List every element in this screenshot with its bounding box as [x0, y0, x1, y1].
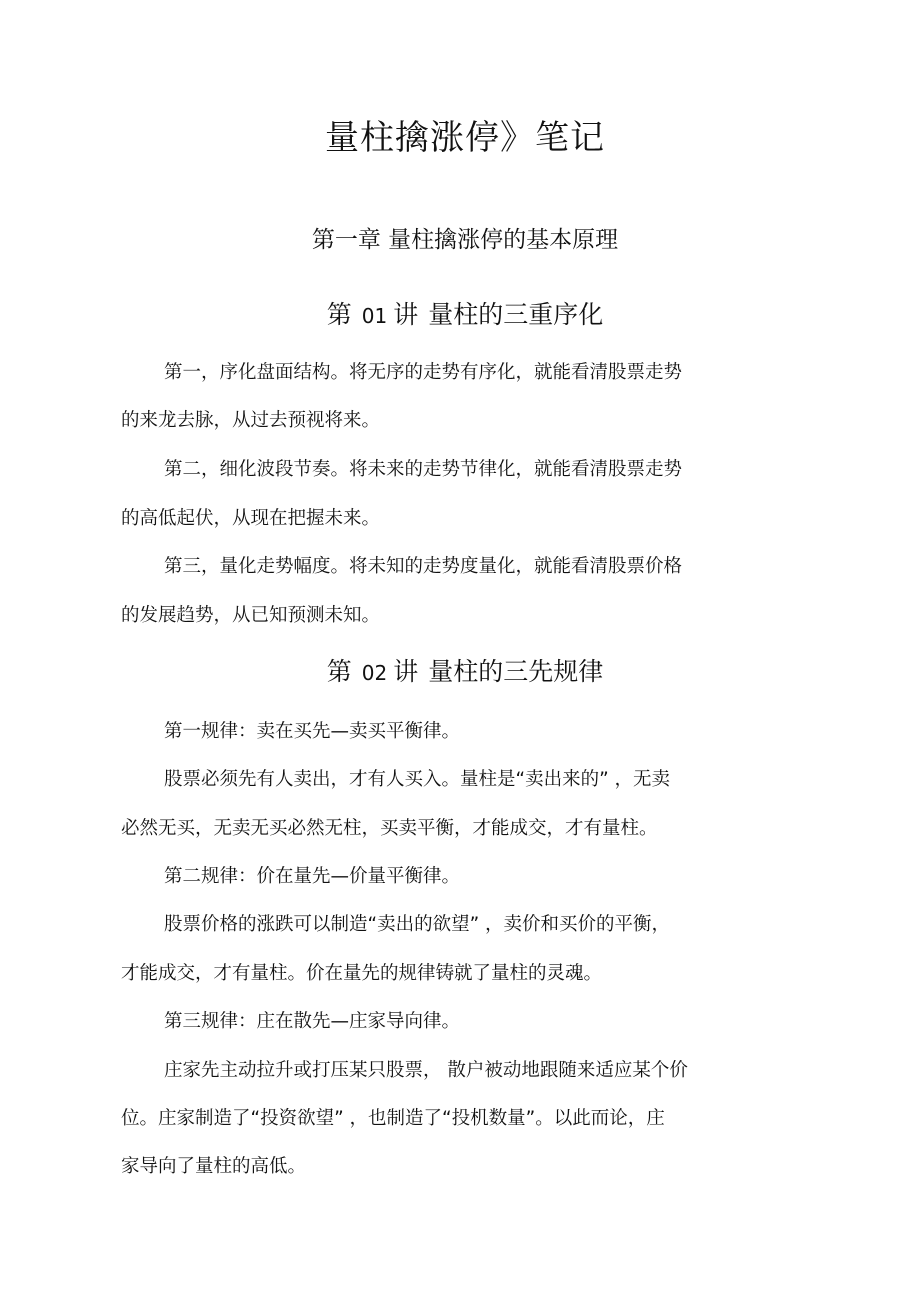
paragraph-line: 第二，细化波段节奏。将未来的走势节律化，就能看清股票走势	[164, 459, 683, 480]
paragraph-line: 才能成交，才有量柱。价在量先的规律铸就了量柱的灵魂。	[121, 963, 603, 984]
paragraph-line: 庄家先主动拉升或打压某只股票， 散户被动地跟随来适应某个价	[164, 1060, 688, 1081]
paragraph-line: 股票必须先有人卖出，才有人买入。量柱是“卖出来的” ，无卖	[164, 769, 671, 790]
paragraph-line: 第二规律：价在量先—价量平衡律。	[164, 866, 461, 887]
chapter-heading: 第一章 量柱擒涨停的基本原理	[311, 227, 619, 253]
lecture-prefix: 第	[326, 300, 352, 329]
paragraph-line: 第一规律：卖在买先—卖买平衡律。	[164, 721, 461, 742]
paragraph-line: 股票价格的涨跌可以制造“卖出的欲望” ，卖价和买价的平衡，	[164, 914, 671, 935]
lecture-number: 02	[361, 661, 388, 685]
lecture-suffix: 讲	[393, 300, 419, 329]
paragraph-line: 第三规律：庄在散先—庄家导向律。	[164, 1011, 461, 1032]
paragraph-line: 的高低起伏，从现在把握未来。	[121, 508, 381, 529]
paragraph-line: 位。庄家制造了“投资欲望” ，也制造了“投机数量”。以此而论，庄	[121, 1108, 665, 1129]
document-title: 量柱擒涨停》笔记	[325, 118, 605, 158]
paragraph-line: 的发展趋势，从已知预测未知。	[121, 605, 381, 626]
lecture-name: 量柱的三先规律	[428, 657, 604, 686]
lecture-suffix: 讲	[393, 657, 419, 686]
lecture-prefix: 第	[326, 657, 352, 686]
paragraph-line: 的来龙去脉，从过去预视将来。	[121, 410, 381, 431]
lecture-heading-01	[0, 295, 920, 336]
lecture-number: 01	[361, 304, 388, 328]
lecture-name: 量柱的三重序化	[428, 300, 604, 329]
paragraph-line: 第三，量化走势幅度。将未知的走势度量化，就能看清股票价格	[164, 556, 683, 577]
paragraph-line: 必然无买，无卖无买必然无柱，买卖平衡，才能成交，才有量柱。	[121, 818, 658, 839]
paragraph-line: 第一，序化盘面结构。将无序的走势有序化，就能看清股票走势	[164, 362, 683, 383]
paragraph-line: 家导向了量柱的高低。	[121, 1156, 307, 1177]
lecture-heading-02	[0, 652, 920, 693]
